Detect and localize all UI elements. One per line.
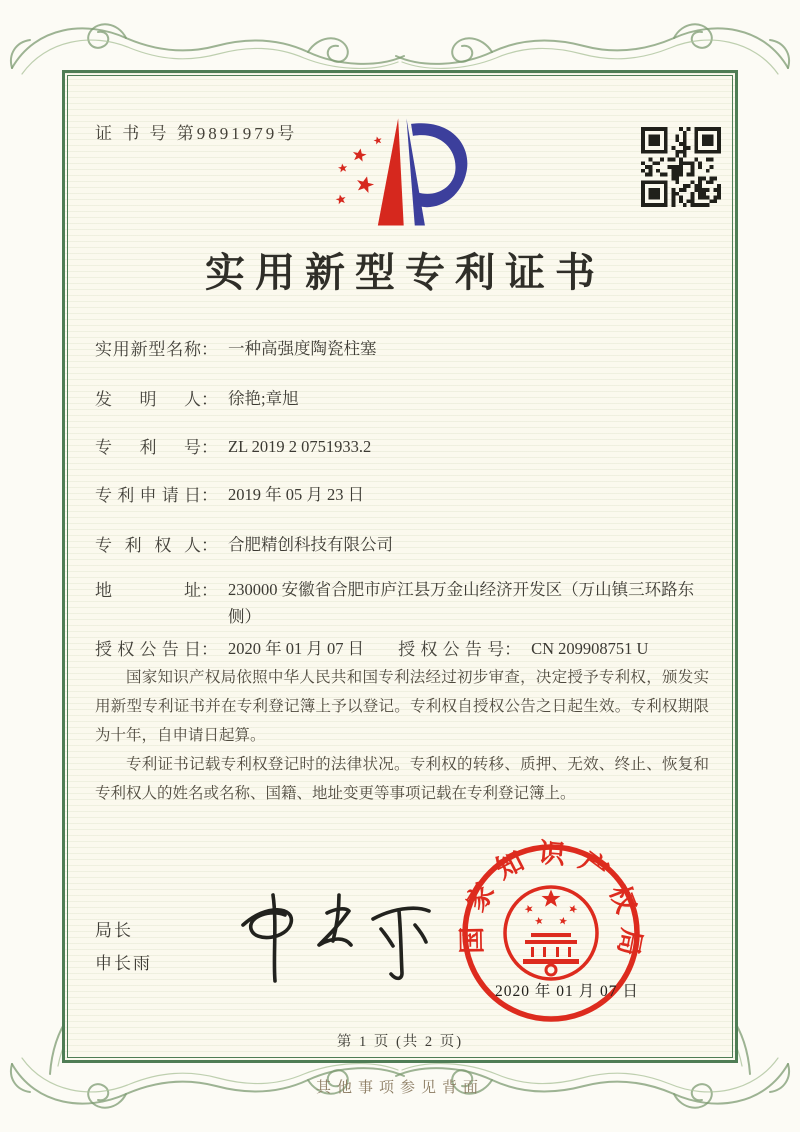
field-value: ZL 2019 2 0751933.2 [228,437,372,456]
field-label: 授权公告号 [398,640,505,659]
certificate-number: 证 书 号 第9891979号 [95,124,298,143]
field-value: 2019 年 05 月 23 日 [228,485,365,504]
legal-paragraph-1: 国家知识产权局依照中华人民共和国专利法经过初步审查，决定授予专利权，颁发实用新型专利证书并在专利登记簿上予以登记。专利权自授权公告之日起生效。专利权期限为十年，自申请日起算。 [95,669,709,744]
field-row-filing-date: 专利申请日 ： 2019 年 05 月 23 日 [95,481,364,508]
field-row-patent-number: 专利号 ： ZL 2019 2 0751933.2 [95,433,371,460]
seal-text: 国家知识产权局 [456,837,647,970]
field-row-address: 地址 ： 230000 安徽省合肥市庐江县万金山经济开发区（万山镇三环路东侧） [95,576,714,630]
svg-text:国家知识产权局 [457,838,647,970]
field-label: 专利申请日 [95,486,201,505]
field-row-patentee: 专利权人 ： 合肥精创科技有限公司 [95,531,393,558]
field-value: 一种高强度陶瓷柱塞 [228,339,377,358]
signer-name: 申长雨 [95,954,152,973]
grant-number-group: 授权公告号 ： CN 209908751 U [398,635,648,662]
field-value: 230000 安徽省合肥市庐江县万金山经济开发区（万山镇三环路东侧） [228,580,695,626]
grant-date-group: 授权公告日 ： 2020 年 01 月 07 日 [95,635,364,662]
top-border-ornament [0,2,800,78]
certificate-frame [62,70,738,1063]
field-value: 合肥精创科技有限公司 [228,535,393,554]
field-value: 2020 年 01 月 07 日 [228,639,365,658]
field-value: 徐艳;章旭 [228,389,299,408]
field-label: 授权公告日 [95,640,201,659]
field-value: CN 209908751 U [531,639,649,658]
field-row-inventor: 发明人 ： 徐艳;章旭 [95,385,299,412]
seal-date: 2020 年 01 月 07 日 [495,983,639,1000]
page-number: 第 1 页 (共 2 页) [336,1034,464,1050]
legal-paragraph-2: 专利证书记载专利权登记时的法律状况。专利权的转移、质押、无效、终止、恢复和专利权人的姓名或名称、国籍、地址变更等事项记载在专利登记簿上。 [95,756,709,802]
qr-code [641,127,721,207]
legal-text [95,663,709,808]
national-emblem-icon [505,887,597,979]
field-label: 发明人 [95,390,201,409]
field-label: 地址 [95,581,201,600]
field-row-grant [95,635,648,662]
signature-shen-changyu-icon [215,885,445,985]
field-label: 实用新型名称 [95,340,201,359]
signer-title: 局长 [95,921,133,940]
field-label: 专利号 [95,438,201,457]
field-row-name: 实用新型名称 ： 一种高强度陶瓷柱塞 [95,335,377,362]
certificate-title: 实用新型专利证书 [205,250,605,295]
cnipa-seal-icon [451,833,651,1033]
back-note: 其他事项参见背面 [315,1080,484,1096]
field-label: 专利权人 [95,536,201,555]
cnipa-logo-icon [320,111,480,231]
